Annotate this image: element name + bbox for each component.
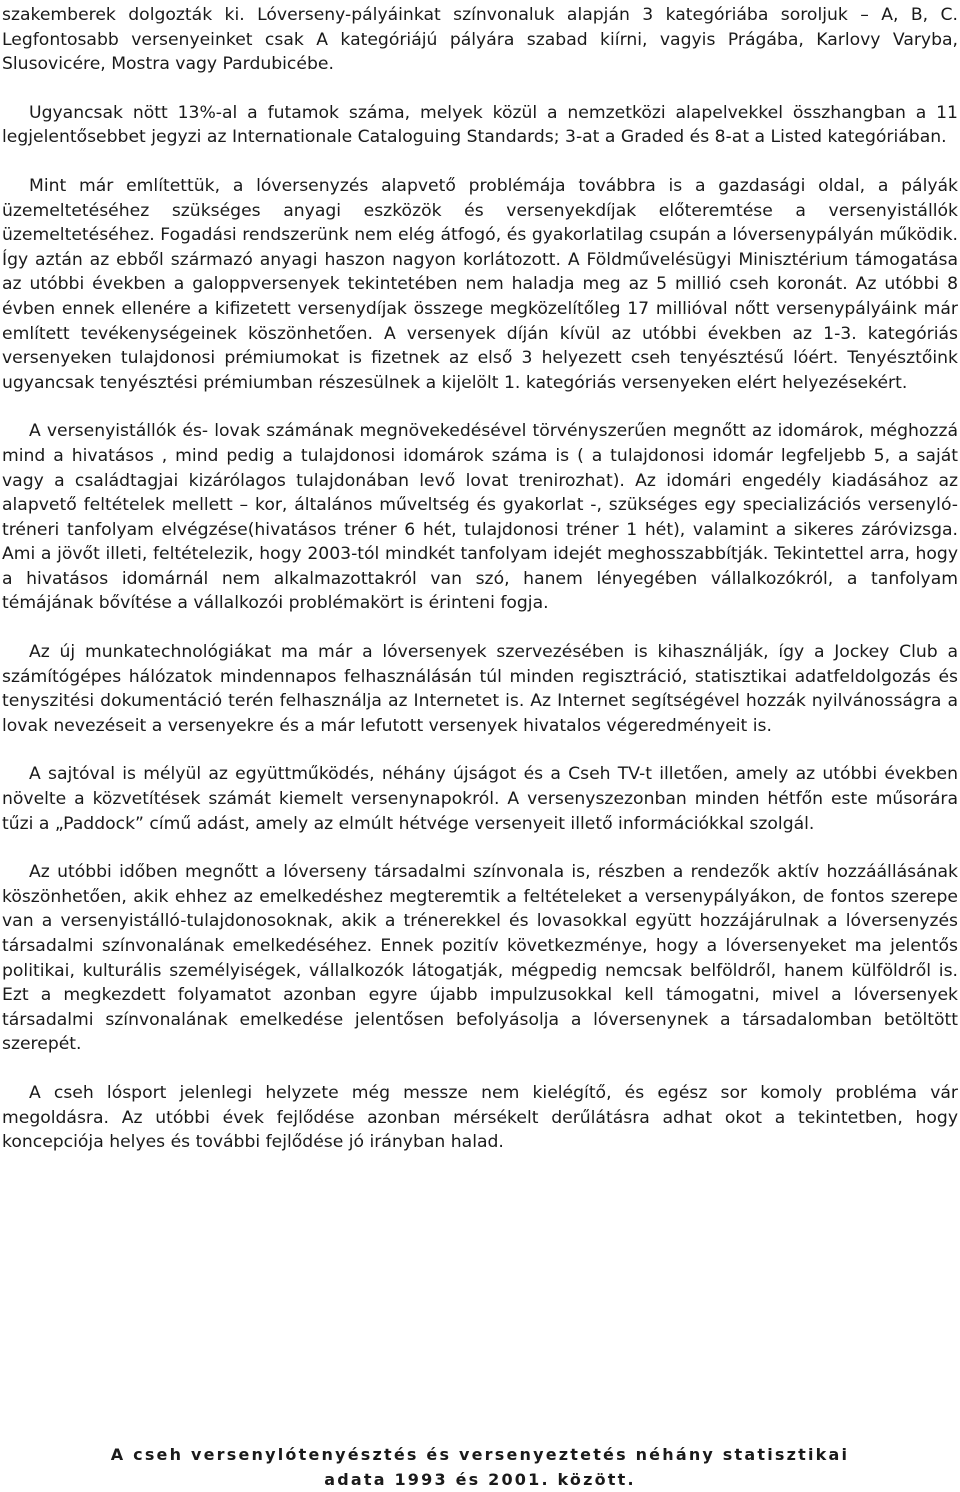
paragraph-press: A sajtóval is mélyül az együttműködés, néhány újságot és a Cseh TV-t illetően, amely az utóbbi években növelte a közvetítések számát kiemelt versenynapokról. A versenyszezonban minden hétfőn este műsorára tűzi a „Paddock” című adást, amely az elmúlt hétvége versenyeit illető információkkal szolgál. xyxy=(2,764,958,834)
paragraph-conclusion: A cseh lósport jelenlegi helyzete még messze nem kielégítő, és egész sor komoly probléma vár megoldásra. Az utóbbi évek fejlődése azonban mérsékelt derűlátásra adhat okot a tekintetben, hogy koncepciója helyes és további fejlődése jó irányban halad. xyxy=(2,1082,958,1153)
paragraph-technology: Az új munkatechnológiákat ma már a lóversenyek szervezésében is kihasználják, így a Jockey Club a számítógépes hálózatok mindennapos felhasználásán túl minden regisztráció, statisztikai adatfeldolgozás és tenyszitési dokumentáció terén felhasználja az Internetet is. Az Internet segítségével hozzák nyilvánosságra a lovak nevezéseit a versenyekre és a már lefutott versenyek hivatalos végeredményeit is. xyxy=(2,642,958,736)
paragraph-social-standing: Az utóbbi időben megnőtt a lóverseny társadalmi színvonala is, részben a rendezők aktív hozzáállásának köszönhetően, akik ehhez az emelkedéshez megteremtik a feltételeket a versenypályákon, de fontos szerepe van a versenyistálló-tulajdonosoknak, akik a trénerekkel és lovasokkal együtt hozzájárulnak a lóversenyzés társadalmi színvonalának emelkedéséhez. Ennek pozitív következménye, hogy a lóversenyeket ma jelentős politikai, kulturális személyiségek, vállalkozók látogatják, mégpedig nemcsak belföldről, hanem külföldről is. Ezt a megkezdett folyamatot azonban egyre újabb impulzusokkal kell támogatni, mivel a lóversenyek társadalmi színvonalának emelkedése jelentősen befolyásolja a lóversenynek a társadalomban betöltött szerepét. xyxy=(2,862,958,1055)
paragraph-race-count: Ugyancsak nött 13%-al a futamok száma, melyek közül a nemzetközi alapelvekkel összhangban a 11 legjelentősebbet jegyzi az Internationale Cataloguing Standards; 3-at a Graded és 8-at a Listed kategóriában. xyxy=(2,102,958,148)
section-heading xyxy=(0,1442,960,1492)
paragraph-economics: Mint már említettük, a lóversenyzés alapvető problémája továbbra is a gazdasági oldal, a pályák üzemeltetéséhez szükséges anyagi eszközök és versenyekdíjak előteremtése a versenyistállók üzemeltetéséhez. Fogadási rendszerünk nem elég átfogó, és gyakorlatilag csupán a lóversenypályán működik. Így aztán az ebből származó anyagi haszon nagyon korlátozott. A Földművelésügyi Minisztérium támogatása az utóbbi években a galoppversenyek tekintetében nem haladja meg az 5 millió cseh koronát. Az utóbbi 8 évben ennek ellenére a kifizetett versenydíjak összege megközelítőleg 17 millióval nőtt versenypályáink már említett tevékenységeinek köszönhetően. A versenyek díján kívül az utóbbi években az 1-3. kategóriás versenyeken tulajdonosi prémiumokat is fizetnek az első 3 helyezett cseh tenyésztésű lóért. Tenyésztőink ugyancsak tenyésztési prémiumban részesülnek a kijelölt 1. kategóriás versenyeken elért helyezésekért. xyxy=(2,175,958,393)
section-heading-line-2: adata 1993 és 2001. között. xyxy=(324,1470,636,1489)
paragraph-continuation: szakemberek dolgozták ki. Lóverseny-pályáinkat színvonaluk alapján 3 kategóriába soroljuk – A, B, C. Legfontosabb versenyeinket csak A kategóriájú pályára szabad kiírni, vagyis Prágába, Karlovy Varyba, Slusovicére, Mostra vagy Pardubicébe. xyxy=(2,5,958,75)
section-heading-line-1: A cseh versenylótenyésztés és versenyeztetés néhány statisztikai xyxy=(110,1445,850,1464)
paragraph-trainers: A versenyistállók és- lovak számának megnövekedésével törvényszerűen megnőtt az idomárok, méghozzá mind a hivatásos , mind pedig a tulajdonosi idomárok száma is ( a tulajdonosi idomár legfeljebb 5, a saját vagy a családtagjai kizárólagos tulajdonában levő lovat trenirozhat). Az idomári engedély kiadásához az alapvető feltételek mellett – kor, általános műveltség és gyakorlat -, szükséges egy specializációs versenyló-tréneri tanfolyam elvégzése(hivatásos tréner 6 hét, tulajdonosi tréner 1 hét), valamint a sikeres záróvizsga. Ami a jövőt illeti, feltételezik, hogy 2003-tól mindkét tanfolyam idejét meghosszabbítják. Tekintettel arra, hogy a hivatásos idomárnál nem alkalmazottakról van szó, hanem lényegében vállalkozókról, a tanfolyam témájának bővítése a vállalkozói problémakört is érinteni fogja. xyxy=(2,421,958,614)
